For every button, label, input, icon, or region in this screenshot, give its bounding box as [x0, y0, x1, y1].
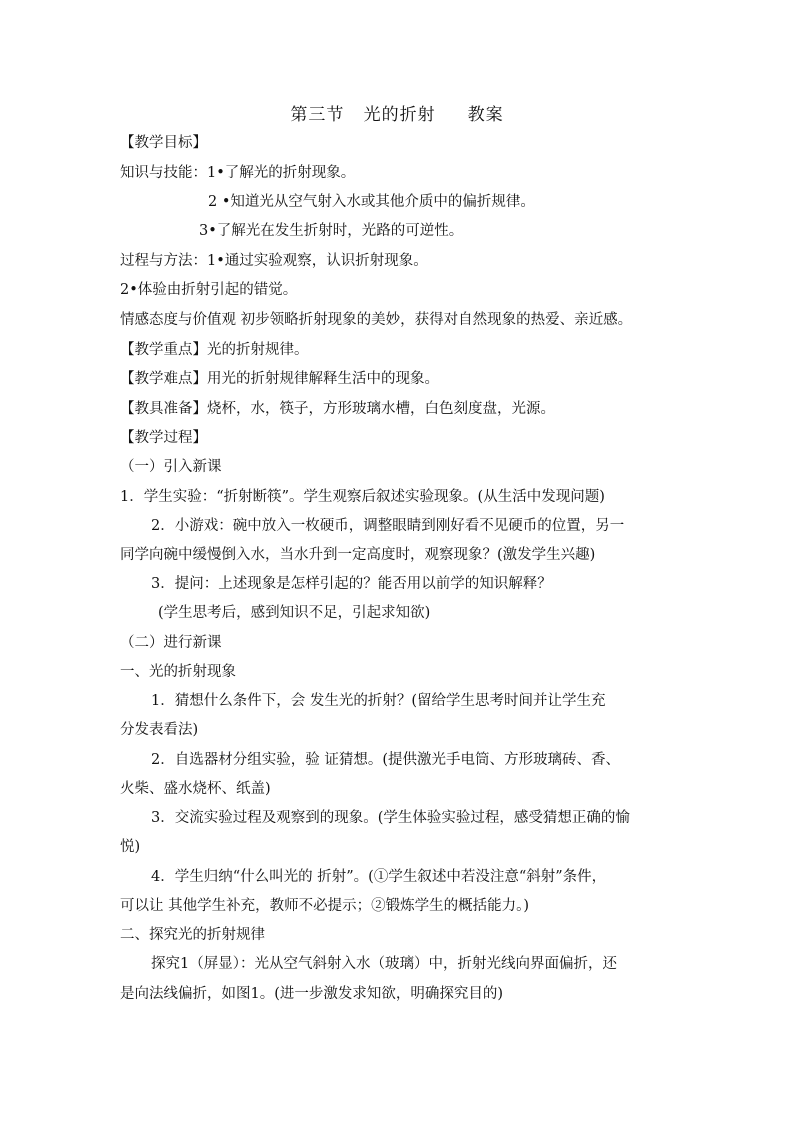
text-line: 可以让 其他学生补充，教师不必提示；②锻炼学生的概括能力。)	[120, 898, 530, 914]
text-line: 2．小游戏：碗中放入一枚硬币，调整眼睛到刚好看不见硬币的位置，另一	[151, 518, 625, 534]
section-heading-difficulties: 【教学难点】用光的折射规律解释生活中的现象。	[120, 371, 439, 387]
text-line: 火柴、盛水烧杯、纸盖)	[120, 781, 271, 797]
text-line: 3．交流实验过程及观察到的现象。(学生体验实验过程，感受猜想正确的愉	[151, 810, 630, 826]
subsection-heading: 一、光的折射现象	[120, 664, 236, 680]
subsection-heading: 二、探究光的折射规律	[120, 927, 265, 943]
text-line: 悦)	[120, 839, 141, 855]
subsection-heading: （二）进行新课	[120, 635, 222, 651]
section-heading-materials: 【教具准备】烧杯，水，筷子，方形玻璃水槽，白色刻度盘，光源。	[120, 401, 555, 417]
text-line: 4．学生归纳“什么叫光的 折射”。(①学生叙述中若没注意“斜射”条件，	[151, 869, 607, 885]
subsection-heading: （一）引入新课	[120, 459, 222, 475]
text-line: 2．自选器材分组实验，验 证猜想。(提供激光手电筒、方形玻璃砖、香、	[151, 752, 620, 768]
section-heading-process: 【教学过程】	[120, 430, 207, 446]
text-line: 2 •知道光从空气射入水或其他介质中的偏折规律。	[208, 194, 535, 210]
text-line: (学生思考后，感到知识不足，引起求知欲)	[158, 605, 431, 621]
text-line: 情感态度与价值观 初步领略折射现象的美妙，获得对自然现象的热爱、亲近感。	[120, 312, 633, 328]
text-line: 3•了解光在发生折射时，光路的可逆性。	[199, 223, 464, 239]
text-line: 2•体验由折射引起的错觉。	[120, 282, 298, 298]
text-line: 是向法线偏折，如图1。(进一步激发求知欲，明确探究目的)	[120, 986, 504, 1002]
section-heading-objectives: 【教学目标】	[120, 135, 207, 151]
text-line: 知识与技能：1•了解光的折射现象。	[120, 165, 356, 181]
section-heading-key-points: 【教学重点】光的折射规律。	[120, 342, 309, 358]
text-line: 探究1（屏显）：光从空气斜射入水（玻璃）中，折射光线向界面偏折，还	[151, 956, 617, 972]
text-line: 同学向碗中缓慢倒入水，当水升到一定高度时，观察现象？(激发学生兴趣)	[120, 547, 596, 563]
page-title: 第三节 光的折射 教案	[290, 105, 504, 125]
text-line: 过程与方法：1•通过实验观察，认识折射现象。	[120, 253, 428, 269]
text-line: 分发表看法)	[120, 722, 199, 738]
text-line: 3．提问：上述现象是怎样引起的？能否用以前学的知识解释？	[151, 576, 552, 592]
text-line: 1．学生实验：“折射断筷”。学生观察后叙述实验现象。(从生活中发现问题)	[120, 489, 605, 505]
text-line: 1．猜想什么条件下，会 发生光的折射？(留给学生思考时间并让学生充	[151, 693, 606, 709]
